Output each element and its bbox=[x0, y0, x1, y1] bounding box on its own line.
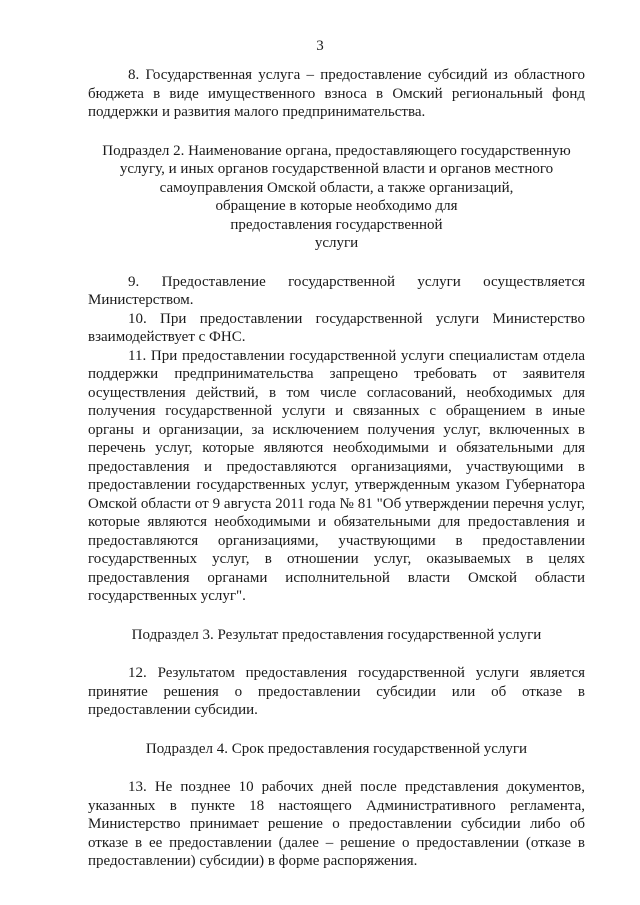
subsection-4-heading: Подраздел 4. Срок предоставления государственной услуги bbox=[145, 740, 528, 757]
paragraph-13: 13. Не позднее 10 рабочих дней после представления документов, указанных в пункте 18 настоящего Административного регламента, Министерство принимает решение о предоставлении субсидии либо об отказе в ее предоставлении (далее – решение о предоставлении (отказе в предоставлении) субсидии) в форме распоряжения. bbox=[88, 779, 585, 869]
heading-line: обращение в которые необходимо для bbox=[215, 198, 458, 214]
document-body bbox=[88, 66, 585, 871]
paragraph-8: 8. Государственная услуга – предоставление субсидий из областного бюджета в виде имущественного взноса в Омский региональный фонд поддержки и развития малого предпринимательства. bbox=[88, 67, 585, 120]
paragraph-9: 9. Предоставление государственной услуги осуществляется Министерством. bbox=[88, 273, 585, 308]
heading-line: самоуправления Омской области, а также организаций, bbox=[159, 179, 514, 196]
subsection-3-heading: Подраздел 3. Результат предоставления государственной услуги bbox=[131, 626, 542, 643]
heading-line: услугу, и иных органов государственной власти и органов местного bbox=[119, 161, 554, 177]
paragraph-10: 10. При предоставлении государственной услуги Министерство взаимодействует с ФНС. bbox=[88, 310, 585, 345]
heading-line: услуги bbox=[314, 235, 359, 251]
subsection-2-heading bbox=[88, 142, 585, 253]
heading-line: Подраздел 2. Наименование органа, предоставляющего государственную bbox=[102, 142, 571, 159]
paragraph-12: 12. Результатом предоставления государственной услуги является принятие решения о предоставлении субсидии или об отказе в предоставлении субсидии. bbox=[88, 665, 585, 718]
paragraph-11: 11. При предоставлении государственной услуги специалистам отдела поддержки предпринимательства запрещено требовать от заявителя осуществления действий, в том числе согласований, необходимых для получения государственной услуги и связанных с обращением в иные органы и организации, за исключением получения услуг, включенных в перечень услуг, которые являются необходимыми и обязательными для предоставления и предоставляются организациями, участвующими в предоставлении государственных услуг, утвержденным указом Губернатора Омской области от 9 августа 2011 года № 81 "Об утверждении перечня услуг, которые являются необходимыми и обязательными для предоставления и предоставляются организациями, участвующими в предоставлении государственных услуг, в отношении услуг, оказываемых в целях предоставления органами исполнительной власти Омской области государственных услуг". bbox=[88, 347, 585, 604]
heading-line: предоставления государственной bbox=[230, 216, 443, 233]
page-number: 3 bbox=[316, 38, 324, 54]
